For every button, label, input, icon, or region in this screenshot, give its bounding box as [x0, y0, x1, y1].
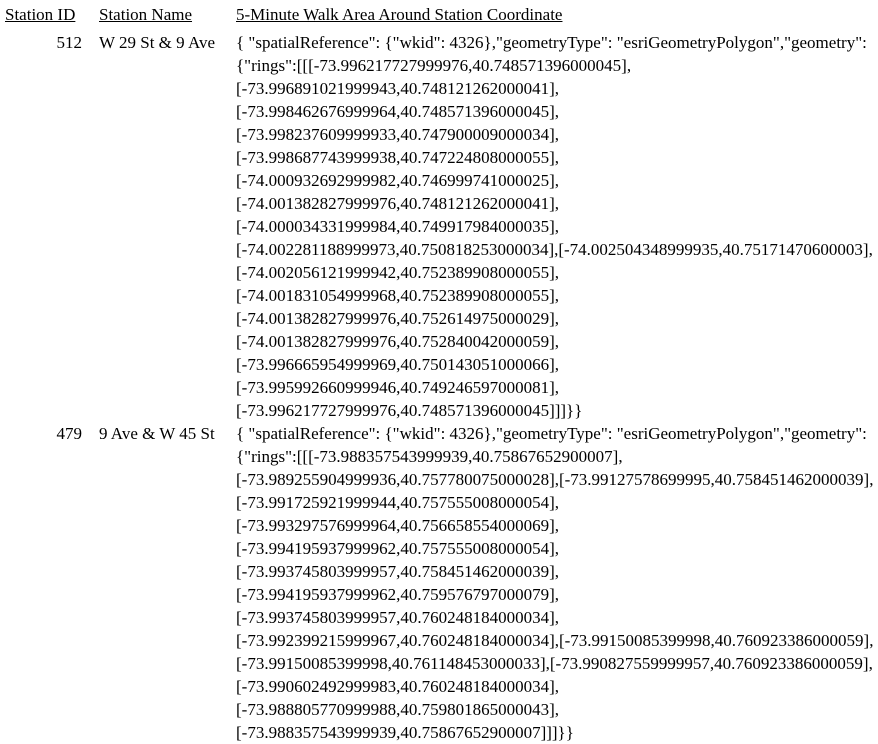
- station-id-value: 479: [56, 424, 82, 443]
- station-id-value: 512: [56, 33, 82, 52]
- station-name-value: 9 Ave & W 45 St: [99, 424, 215, 443]
- column-header-station-id: [5, 3, 87, 31]
- column-header-walk-area: [236, 3, 876, 31]
- table-row: [5, 422, 876, 744]
- stations-table: [5, 3, 876, 744]
- table-header-row: [5, 3, 876, 31]
- column-header-station-name: [87, 3, 236, 31]
- table-row: [5, 31, 876, 422]
- walk-area-geometry-value: { "spatialReference": {"wkid": 4326},"geometryType": "esriGeometryPolygon","geometry": {"rings":[[[-73.988357543999939,40.75867652900007],[-73.989255904999936,40.757780075000028],[-73.99127578699995,40.758451462000039],[-73.991725921999944,40.757555008000054],[-73.993297576999964,40.756658554000069],[-73.994195937999962,40.757555008000054],[-73.993745803999957,40.758451462000039],[-73.994195937999962,40.759576797000079],[-73.993745803999957,40.760248184000034],[-73.992399215999967,40.760248184000034],[-73.99150085399998,40.760923386000059],[-73.99150085399998,40.761148453000033],[-73.990827559999957,40.760923386000059],[-73.990602492999983,40.760248184000034],[-73.988805770999988,40.759801865000043],[-73.988357543999939,40.75867652900007]]]}}: [236, 424, 874, 742]
- station-name-value: W 29 St & 9 Ave: [99, 33, 216, 52]
- column-header-station-name-label: Station Name: [99, 5, 193, 24]
- walk-area-geometry-value: { "spatialReference": {"wkid": 4326},"geometryType": "esriGeometryPolygon","geometry": {"rings":[[[-73.996217727999976,40.748571396000045],[-73.996891021999943,40.748121262000041],[-73.998462676999964,40.748571396000045],[-73.998237609999933,40.747900009000034],[-73.998687743999938,40.747224808000055],[-74.000932692999982,40.746999741000025],[-74.001382827999976,40.748121262000041],[-74.000034331999984,40.749917984000035],[-74.002281188999973,40.750818253000034],[-74.002504348999935,40.75171470600003],[-74.002056121999942,40.752389908000055],[-74.001831054999968,40.752389908000055],[-74.001382827999976,40.752614975000029],[-74.001382827999976,40.752840042000059],[-73.996665954999969,40.750143051000066],[-73.995992660999946,40.749246597000081],[-73.996217727999976,40.748571396000045]]]}}: [236, 33, 873, 420]
- column-header-walk-area-label: 5-Minute Walk Area Around Station Coordinate: [236, 5, 563, 24]
- column-header-station-id-label: Station ID: [5, 5, 76, 24]
